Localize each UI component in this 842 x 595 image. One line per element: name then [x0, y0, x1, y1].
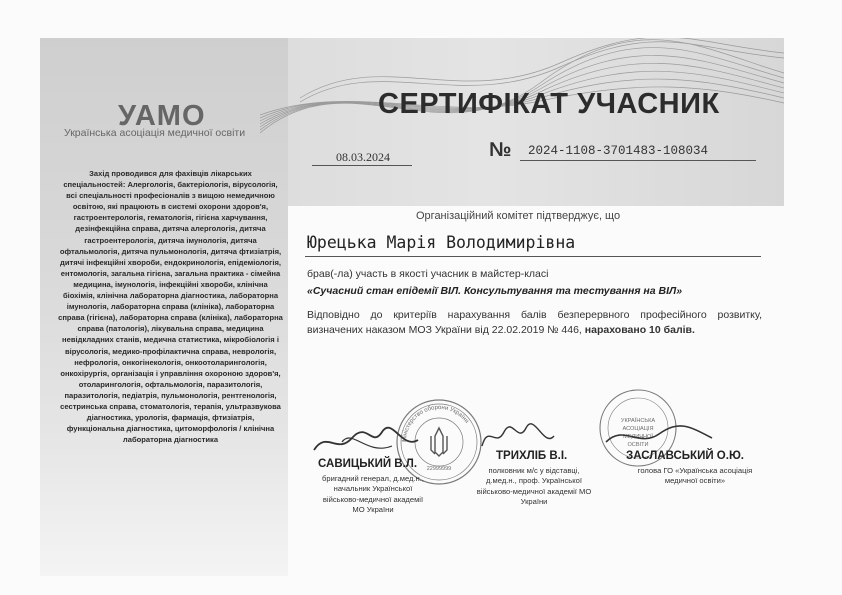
participation-text: брав(-ла) участь в якості учасник в майстер-класі [307, 268, 549, 280]
svg-text:МЕДИЧНОЇ: МЕДИЧНОЇ [623, 434, 653, 440]
number-sign: № [489, 139, 512, 161]
accordance-paragraph [307, 308, 762, 338]
certificate-number: 2024-1108-3701483-108034 [528, 144, 709, 158]
points-awarded: нараховано 10 балів. [584, 324, 695, 336]
svg-text:АСОЦІАЦІЯ: АСОЦІАЦІЯ [622, 426, 654, 432]
audience-text: Захід проводився для фахівців лікарських спеціальностей: Алергологія, бактеріологія, вірусологія, всі спеціальності професіоналів з вищою немедичною освітою, які працюють в системі охорони здоров'я, гастроентерологія, гематологія, гігієна харчування, дезінфекційна справа, дитяча алергологія, дитяча гастроентерологія, дитяча імунологія, дитяча офтальмологія, дитяча пульмонологія, дитяча фтизіатрія, дитячі інфекційні хвороби, ендокринологія, епідеміологія, ентомологія, загальна гігієна, загальна практика - сімейна медицина, імунологія, інфекційні хвороби, клінічна біохімія, клінічна лабораторна діагностика, лабораторна імунологія, лабораторна справа (клініка), лабораторна справа (гігієна), лабораторна справа (клініка), лабораторна справа (патологія), лікувальна справа, медицина невідкладних станів, медична статистика, мікробіологія і вірусологія, медико-профілактична справа, неврологія, нефрологія, онкогінекологія, онкоотоларингологія, онкохірургія, організація і управління охороною здоров'я, отоларингологія, офтальмологія, паразитологія, паразитологія, педіатрія, пульмонологія, рентгенологія, сестринська справа, стоматологія, терапія, ультразвукова діагностика, урологія, фармація, фтизіатрія, функціональна діагностика, цитоморфологія / клінічна лабораторна діагностика [58, 169, 283, 445]
accordance-text: Відповідно до критеріїв нарахування балів безперервного професійного розвитку, визначених наказом МОЗ України від 22.02.2019 № 446, [307, 309, 762, 336]
signatory-3-description: голова ГО «Українська асоціація медичної освіти» [637, 466, 753, 486]
signatory-3-name: ЗАСЛАВСЬКИЙ О.Ю. [626, 450, 744, 462]
academy-seal-text: Міністерство оборони України [401, 404, 470, 443]
signatory-2-name: ТРИХЛІБ В.І. [496, 450, 568, 462]
academy-seal-number: 22999999 [426, 466, 452, 472]
course-title: «Сучасний стан епідемії ВІЛ. Консультування та тестування на ВІЛ» [307, 285, 683, 297]
signature-savytskyi [312, 420, 422, 460]
signatory-1-description: бригадний генерал, д.мед.н., начальник Української військово-медичної академії МО України [322, 474, 424, 515]
signatory-2-description: полковник м/с у відставці, д.мед.н., проф. Української військово-медичної академії МО України [476, 466, 592, 507]
logo-wordmark: УАМО [118, 100, 206, 132]
certificate-title: СЕРТИФІКАТ УЧАСНИК [378, 88, 720, 120]
participant-name: Юрецька Марія Володимирівна [307, 233, 576, 252]
svg-text:ОСВІТИ: ОСВІТИ [627, 442, 649, 448]
association-seal-text: УКРАЇНСЬКА [620, 418, 656, 424]
signature-zaslavskyi [604, 420, 714, 450]
org-confirms-text: Організаційний комітет підтверджує, що [416, 210, 621, 222]
logo-subtitle: Українська асоціація медичної освіти [64, 127, 246, 139]
certificate-date: 08.03.2024 [336, 150, 390, 164]
number-underline [520, 160, 756, 161]
name-underline [305, 256, 761, 257]
signatory-1-name: САВИЦЬКИЙ В.Л. [318, 458, 418, 470]
date-underline [312, 165, 412, 166]
signature-trykhlib [478, 418, 558, 454]
